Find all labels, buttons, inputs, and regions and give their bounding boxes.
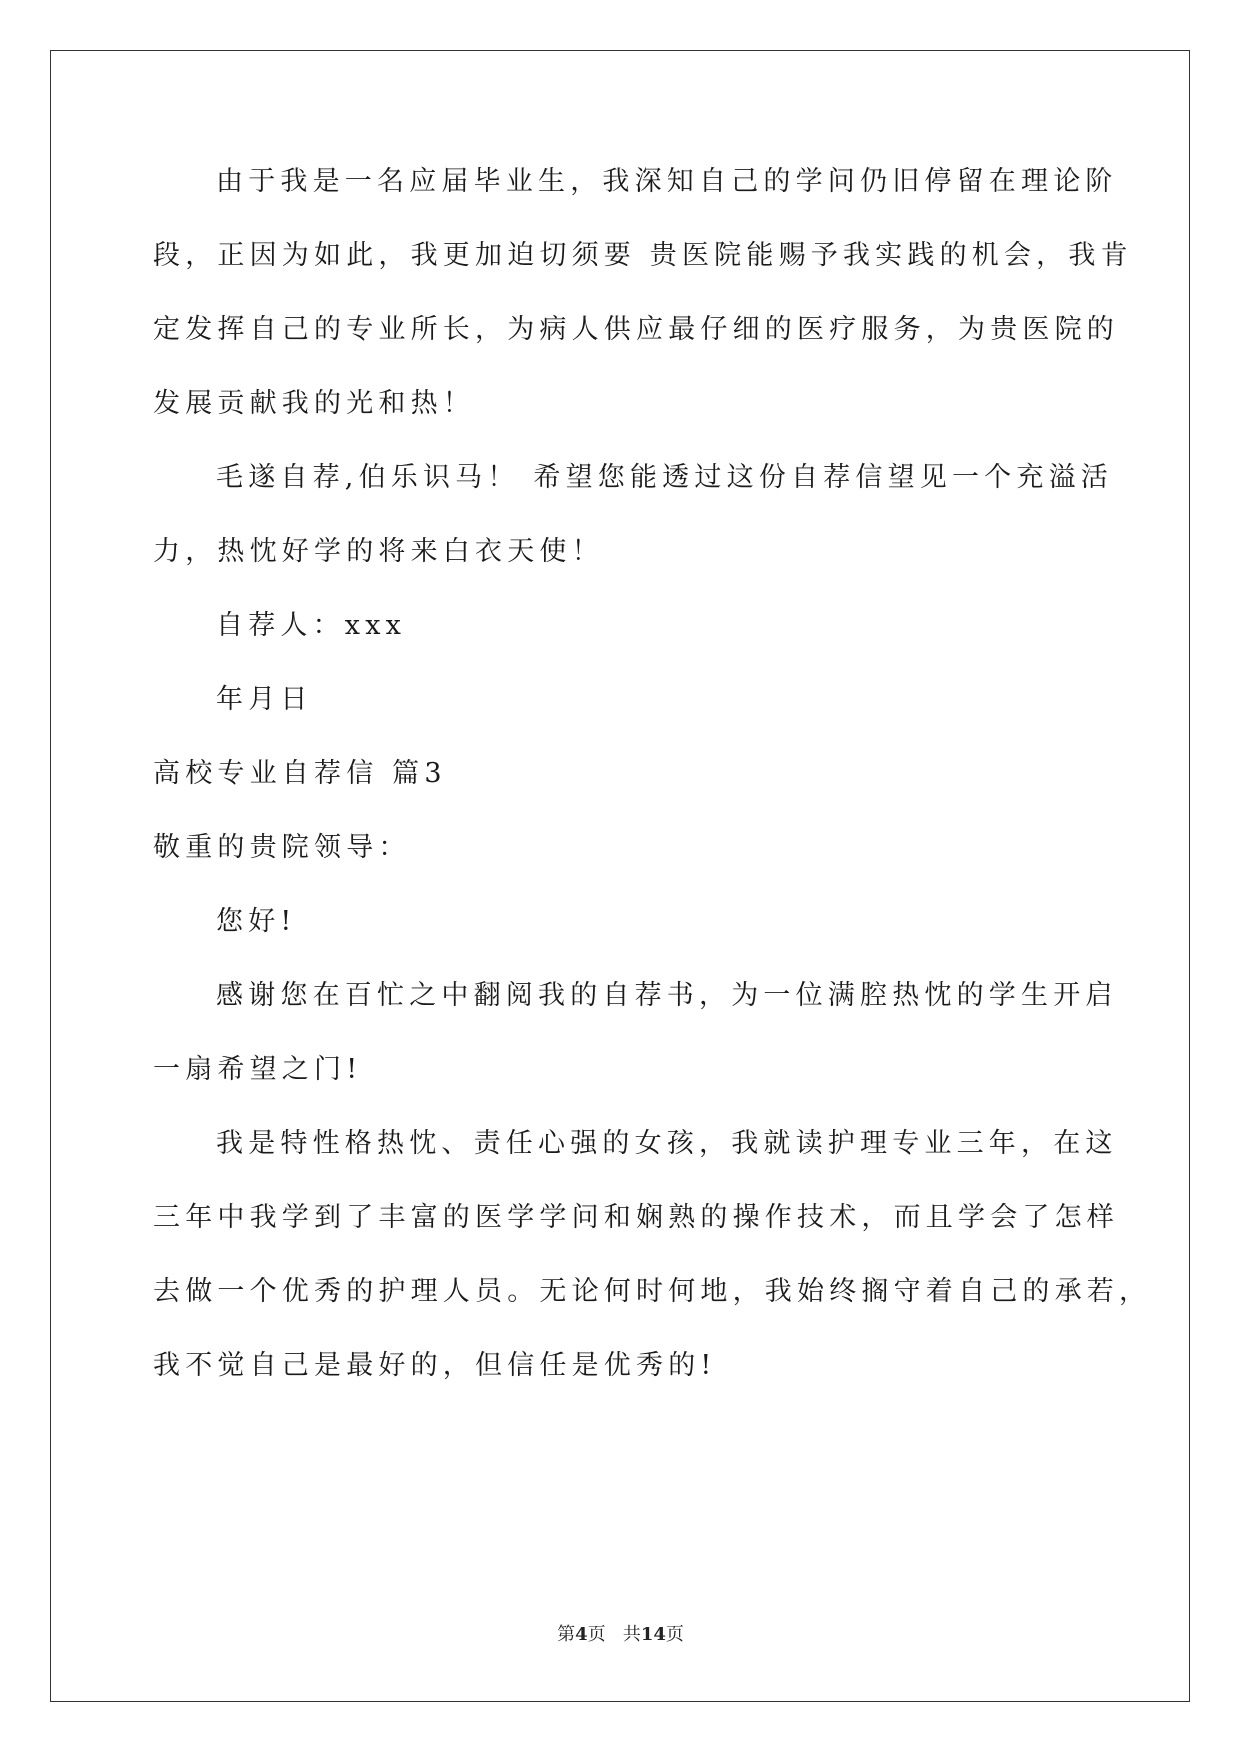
text-line: 感谢您在百忙之中翻阅我的自荐书，为一位满腔热忱的学生开启 [216, 980, 1118, 1011]
text-line: 发展贡献我的光和热！ [153, 388, 475, 419]
signature-line: 自荐人：xxx [216, 610, 407, 641]
footer-prefix: 第 [557, 1624, 576, 1645]
text-line: 毛遂自荐,伯乐识马！ 希望您能透过这份自荐信望见一个充溢活 [216, 462, 1113, 493]
greeting: 您好! [216, 906, 297, 937]
text-line: 我是特性格热忱、责任心强的女孩，我就读护理专业三年，在这 [216, 1128, 1118, 1159]
text-line: 三年中我学到了丰富的医学学问和娴熟的操作技术，而且学会了怎样 [153, 1202, 1119, 1233]
text-line: 段，正因为如此，我更加迫切须要 贵医院能赐予我实践的机会，我肯 [153, 240, 1133, 271]
page-number: 4 [575, 1624, 588, 1645]
page-footer [0, 1620, 1241, 1646]
salutation: 敬重的贵院领导： [153, 832, 411, 863]
page-border [50, 50, 1190, 1702]
footer-total-suffix: 页 [665, 1624, 684, 1645]
date-line: 年月日 [216, 684, 313, 715]
text-line: 我不觉自己是最好的，但信任是优秀的! [153, 1350, 717, 1381]
text-line: 一扇希望之门! [153, 1054, 363, 1085]
total-pages: 14 [640, 1624, 666, 1645]
text-line: 定发挥自己的专业所长，为病人供应最仔细的医疗服务，为贵医院的 [153, 314, 1119, 345]
text-line: 力，热忱好学的将来白衣天使！ [153, 536, 604, 567]
text-line: 由于我是一名应届毕业生，我深知自己的学问仍旧停留在理论阶 [216, 166, 1118, 197]
footer-page-suffix: 页 [587, 1624, 606, 1645]
footer-total-prefix: 共 [622, 1624, 641, 1645]
text-line: 去做一个优秀的护理人员。无论何时何地，我始终搁守着自己的承若， [153, 1276, 1152, 1307]
section-heading: 高校专业自荐信 篇3 [153, 758, 447, 789]
